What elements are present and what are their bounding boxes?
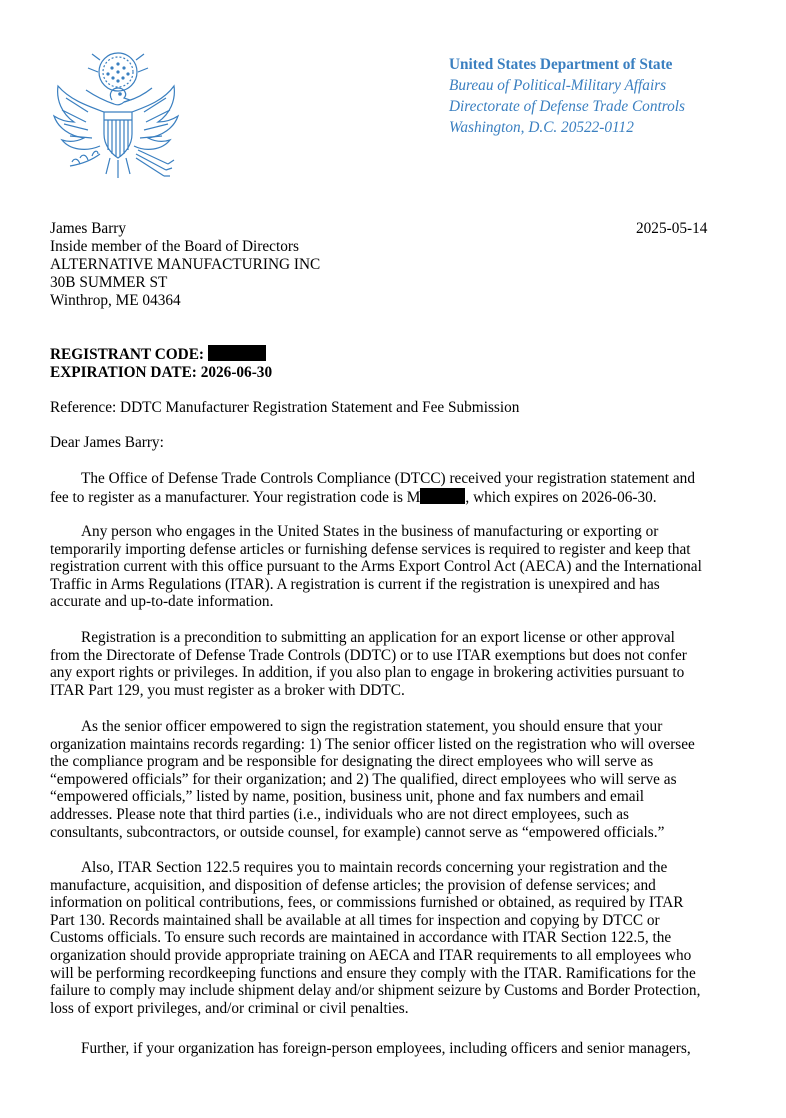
department-name: United States Department of State	[449, 56, 673, 73]
registrant-code-label: REGISTRANT CODE:	[50, 346, 204, 363]
paragraph-line: information on political contributions, fees, or commissions furnished or obtained, as required by ITAR	[50, 894, 684, 912]
paragraph-line: any export rights or privileges. In addition, if you also plan to engage in brokering activities pursuant to	[50, 664, 685, 682]
recipient-address	[50, 220, 320, 310]
paragraph-6	[50, 1040, 740, 1058]
paragraph-1	[50, 470, 740, 506]
paragraph-line: Further, if your organization has foreign-person employees, including officers and senior managers,	[81, 1040, 691, 1057]
paragraph-line	[50, 488, 740, 507]
directorate-name: Directorate of Defense Trade Controls	[449, 98, 685, 115]
redacted-code	[208, 345, 266, 361]
paragraph-line: failure to comply may include shipment delay and/or shipment seizure by Customs and Border Protection,	[50, 982, 701, 1000]
paragraph-line: accurate and up-to-date information.	[50, 593, 274, 611]
paragraph-line: organization maintains records regarding: 1) The senior officer listed on the registration who will oversee	[50, 735, 695, 753]
paragraph-line: temporarily importing defense articles or furnishing defense services is required to register and keep that	[50, 540, 691, 558]
paragraph-line: Part 130. Records maintained shall be available at all times for inspection and copying by DTCC or	[50, 911, 660, 929]
paragraph-line: the compliance program and be responsible for designating the direct employees who will serve as	[50, 753, 654, 771]
paragraph-text: fee to register as a manufacturer. Your registration code is M	[50, 488, 421, 506]
paragraph-3	[50, 629, 740, 699]
paragraph-4	[50, 718, 740, 841]
paragraph-line: manufacture, acquisition, and disposition of defense articles; the provision of defense services; and	[50, 876, 656, 894]
paragraph-line: Customs officials. To ensure such records are maintained in accordance with ITAR Section 122.5, the	[50, 929, 672, 947]
paragraph-line: The Office of Defense Trade Controls Compliance (DTCC) received your registration statement and	[81, 470, 695, 487]
letterhead	[449, 54, 685, 138]
salutation: Dear James Barry:	[50, 434, 164, 451]
office-city: Washington, D.C. 20522-0112	[449, 119, 634, 136]
paragraph-line: “empowered officials,” listed by name, position, business unit, phone and fax numbers and email	[50, 788, 645, 806]
recipient-city: Winthrop, ME 04364	[50, 292, 181, 309]
recipient-title: Inside member of the Board of Directors	[50, 238, 299, 255]
paragraph-line: As the senior officer empowered to sign the registration statement, you should ensure that your	[81, 718, 663, 735]
recipient-street: 30B SUMMER ST	[50, 274, 168, 291]
expiration-line	[50, 364, 272, 382]
paragraph-line: Registration is a precondition to submitting an application for an export license or other approval	[81, 629, 675, 646]
bureau-name: Bureau of Political-Military Affairs	[449, 77, 667, 94]
paragraph-line: from the Directorate of Defense Trade Controls (DDTC) or to use ITAR exemptions but does not confer	[50, 646, 687, 664]
registrant-block	[50, 345, 272, 382]
reference-line: Reference: DDTC Manufacturer Registration Statement and Fee Submission	[50, 399, 520, 416]
expiration-date: 2026-06-30	[200, 364, 273, 381]
paragraph-5	[50, 859, 740, 1017]
paragraph-line: registration current with this office pursuant to the Arms Export Control Act (AECA) and the International	[50, 558, 702, 576]
paragraph-line: Any person who engages in the United States in the business of manufacturing or exporting or	[81, 523, 659, 540]
registrant-code-line	[50, 345, 272, 364]
paragraph-line: consultants, subcontractors, or outside counsel, for example) cannot serve as “empowered officials.”	[50, 823, 665, 841]
recipient-name: James Barry	[50, 220, 127, 237]
expiration-label: EXPIRATION DATE:	[50, 364, 197, 381]
paragraph-2	[50, 523, 740, 611]
paragraph-line: ITAR Part 129, you must register as a broker with DDTC.	[50, 681, 405, 699]
paragraph-line: “empowered officials” for their organization; and 2) The qualified, direct employees who will serve as	[50, 770, 677, 788]
paragraph-line: loss of export privileges, and/or criminal or civil penalties.	[50, 999, 409, 1017]
paragraph-line: will be performing recordkeeping functions and ensure they comply with the ITAR. Ramifications for the	[50, 964, 696, 982]
redacted-code	[420, 488, 465, 504]
letter-date: 2025-05-14	[636, 220, 708, 237]
great-seal-eagle-icon	[48, 50, 180, 186]
paragraph-line: organization should provide appropriate training on AECA and ITAR requirements to all employees who	[50, 946, 692, 964]
paragraph-line: Also, ITAR Section 122.5 requires you to maintain records concerning your registration and the	[81, 859, 668, 876]
paragraph-text: , which expires on 2026-06-30.	[465, 488, 657, 506]
paragraph-line: addresses. Please note that third parties (i.e., individuals who are not direct employees, such as	[50, 805, 629, 823]
paragraph-line: Traffic in Arms Regulations (ITAR). A registration is current if the registration is unexpired and has	[50, 575, 660, 593]
recipient-company: ALTERNATIVE MANUFACTURING INC	[50, 256, 321, 273]
